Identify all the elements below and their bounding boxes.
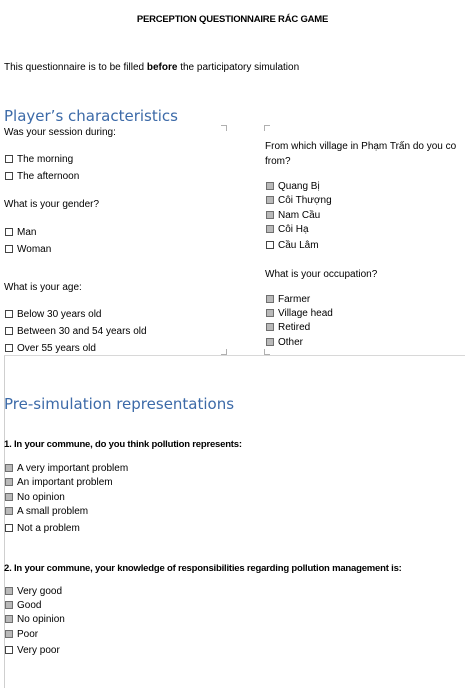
option-occupation-retired[interactable] bbox=[266, 320, 310, 334]
option-age-below-30[interactable] bbox=[5, 307, 102, 321]
question-session: Was your session during: bbox=[4, 127, 116, 138]
checkbox[interactable] bbox=[266, 295, 274, 303]
checkbox[interactable] bbox=[5, 344, 13, 352]
checkbox[interactable] bbox=[5, 646, 13, 654]
option-label: Côi Thượng bbox=[278, 194, 332, 206]
option-important-problem[interactable] bbox=[5, 475, 113, 489]
option-occupation-village-head[interactable] bbox=[266, 306, 333, 320]
option-label: A very important problem bbox=[17, 462, 129, 474]
option-label: Over 55 years old bbox=[17, 342, 96, 354]
option-label: Very poor bbox=[17, 644, 60, 656]
checkbox[interactable] bbox=[5, 310, 13, 318]
checkbox[interactable] bbox=[266, 196, 274, 204]
checkbox[interactable] bbox=[266, 241, 274, 249]
option-very-poor[interactable] bbox=[5, 643, 60, 657]
option-village-coi-ha[interactable] bbox=[266, 222, 309, 236]
question-occupation: What is your occupation? bbox=[265, 269, 378, 280]
option-village-quang-bi[interactable] bbox=[266, 179, 320, 193]
question-knowledge-responsibilities: 2. In your commune, your knowledge of responsibilities regarding pollution management is: bbox=[4, 563, 402, 574]
option-label: A small problem bbox=[17, 505, 89, 517]
checkbox[interactable] bbox=[5, 464, 13, 472]
checkbox[interactable] bbox=[5, 507, 13, 515]
checkbox[interactable] bbox=[5, 228, 13, 236]
option-village-nam-cau[interactable] bbox=[266, 208, 320, 222]
question-age: What is your age: bbox=[4, 282, 82, 293]
table-border bbox=[4, 355, 465, 356]
option-gender-man[interactable] bbox=[5, 225, 36, 239]
option-small-problem[interactable] bbox=[5, 504, 88, 518]
checkbox[interactable] bbox=[5, 524, 13, 532]
option-label: An important problem bbox=[17, 476, 113, 488]
option-village-coi-thuong[interactable] bbox=[266, 193, 332, 207]
option-occupation-farmer[interactable] bbox=[266, 292, 310, 306]
checkbox[interactable] bbox=[266, 182, 274, 190]
column-corner-mark bbox=[221, 125, 227, 131]
option-gender-woman[interactable] bbox=[5, 242, 51, 256]
checkbox[interactable] bbox=[266, 338, 274, 346]
option-very-important-problem[interactable] bbox=[5, 461, 128, 475]
checkbox[interactable] bbox=[5, 155, 13, 163]
section-heading-representations: Pre-simulation representations bbox=[4, 395, 235, 413]
option-label: Cầu Lâm bbox=[278, 239, 319, 251]
checkbox[interactable] bbox=[5, 630, 13, 638]
option-occupation-other[interactable] bbox=[266, 335, 303, 349]
checkbox[interactable] bbox=[266, 225, 274, 233]
option-label: Below 30 years old bbox=[17, 308, 102, 320]
option-session-afternoon[interactable] bbox=[5, 169, 79, 183]
option-label: No opinion bbox=[17, 613, 65, 625]
option-poor[interactable] bbox=[5, 627, 38, 641]
option-session-morning[interactable] bbox=[5, 152, 73, 166]
option-label: Good bbox=[17, 599, 42, 611]
option-age-30-54[interactable] bbox=[5, 324, 147, 338]
checkbox[interactable] bbox=[5, 478, 13, 486]
checkbox[interactable] bbox=[266, 323, 274, 331]
document-title: PERCEPTION QUESTIONNAIRE RÁC GAME bbox=[136, 14, 329, 25]
option-no-opinion-q2[interactable] bbox=[5, 612, 65, 626]
intro-text bbox=[4, 62, 299, 73]
option-label: Quang Bị bbox=[278, 180, 320, 192]
section-heading-characteristics: Player’s characteristics bbox=[4, 107, 178, 125]
option-age-over-55[interactable] bbox=[5, 341, 96, 355]
question-pollution-importance: 1. In your commune, do you think pollution represents: bbox=[4, 439, 242, 450]
intro-prefix: This questionnaire is to be filled bbox=[4, 62, 147, 73]
checkbox[interactable] bbox=[5, 172, 13, 180]
column-corner-mark bbox=[264, 125, 270, 131]
option-village-cau-lam[interactable] bbox=[266, 238, 319, 252]
option-label: No opinion bbox=[17, 491, 65, 503]
option-label: Farmer bbox=[278, 293, 311, 305]
checkbox[interactable] bbox=[5, 245, 13, 253]
intro-suffix: the participatory simulation bbox=[177, 62, 300, 73]
question-village-line2: from? bbox=[265, 156, 291, 167]
question-village-line1: From which village in Phạm Trấn do you co bbox=[265, 141, 457, 152]
option-label: Man bbox=[17, 226, 37, 238]
option-label: The afternoon bbox=[17, 170, 80, 182]
checkbox[interactable] bbox=[5, 493, 13, 501]
option-label: Other bbox=[278, 336, 304, 348]
question-gender: What is your gender? bbox=[4, 199, 100, 210]
checkbox[interactable] bbox=[5, 587, 13, 595]
option-label: Nam Cầu bbox=[278, 209, 321, 221]
option-label: Poor bbox=[17, 628, 39, 640]
checkbox[interactable] bbox=[5, 615, 13, 623]
option-label: Between 30 and 54 years old bbox=[17, 325, 147, 337]
checkbox[interactable] bbox=[5, 601, 13, 609]
option-good[interactable] bbox=[5, 598, 41, 612]
option-label: Retired bbox=[278, 321, 311, 333]
option-label: Côi Hạ bbox=[278, 223, 309, 235]
option-label: Woman bbox=[17, 243, 52, 255]
option-label: Village head bbox=[278, 307, 333, 319]
intro-emphasis: before bbox=[146, 62, 178, 73]
option-label: The morning bbox=[17, 153, 74, 165]
option-very-good[interactable] bbox=[5, 584, 62, 598]
option-not-a-problem[interactable] bbox=[5, 521, 80, 535]
option-label: Not a problem bbox=[17, 522, 80, 534]
option-label: Very good bbox=[17, 585, 63, 597]
checkbox[interactable] bbox=[266, 309, 274, 317]
checkbox[interactable] bbox=[266, 211, 274, 219]
option-no-opinion-q1[interactable] bbox=[5, 490, 65, 504]
checkbox[interactable] bbox=[5, 327, 13, 335]
